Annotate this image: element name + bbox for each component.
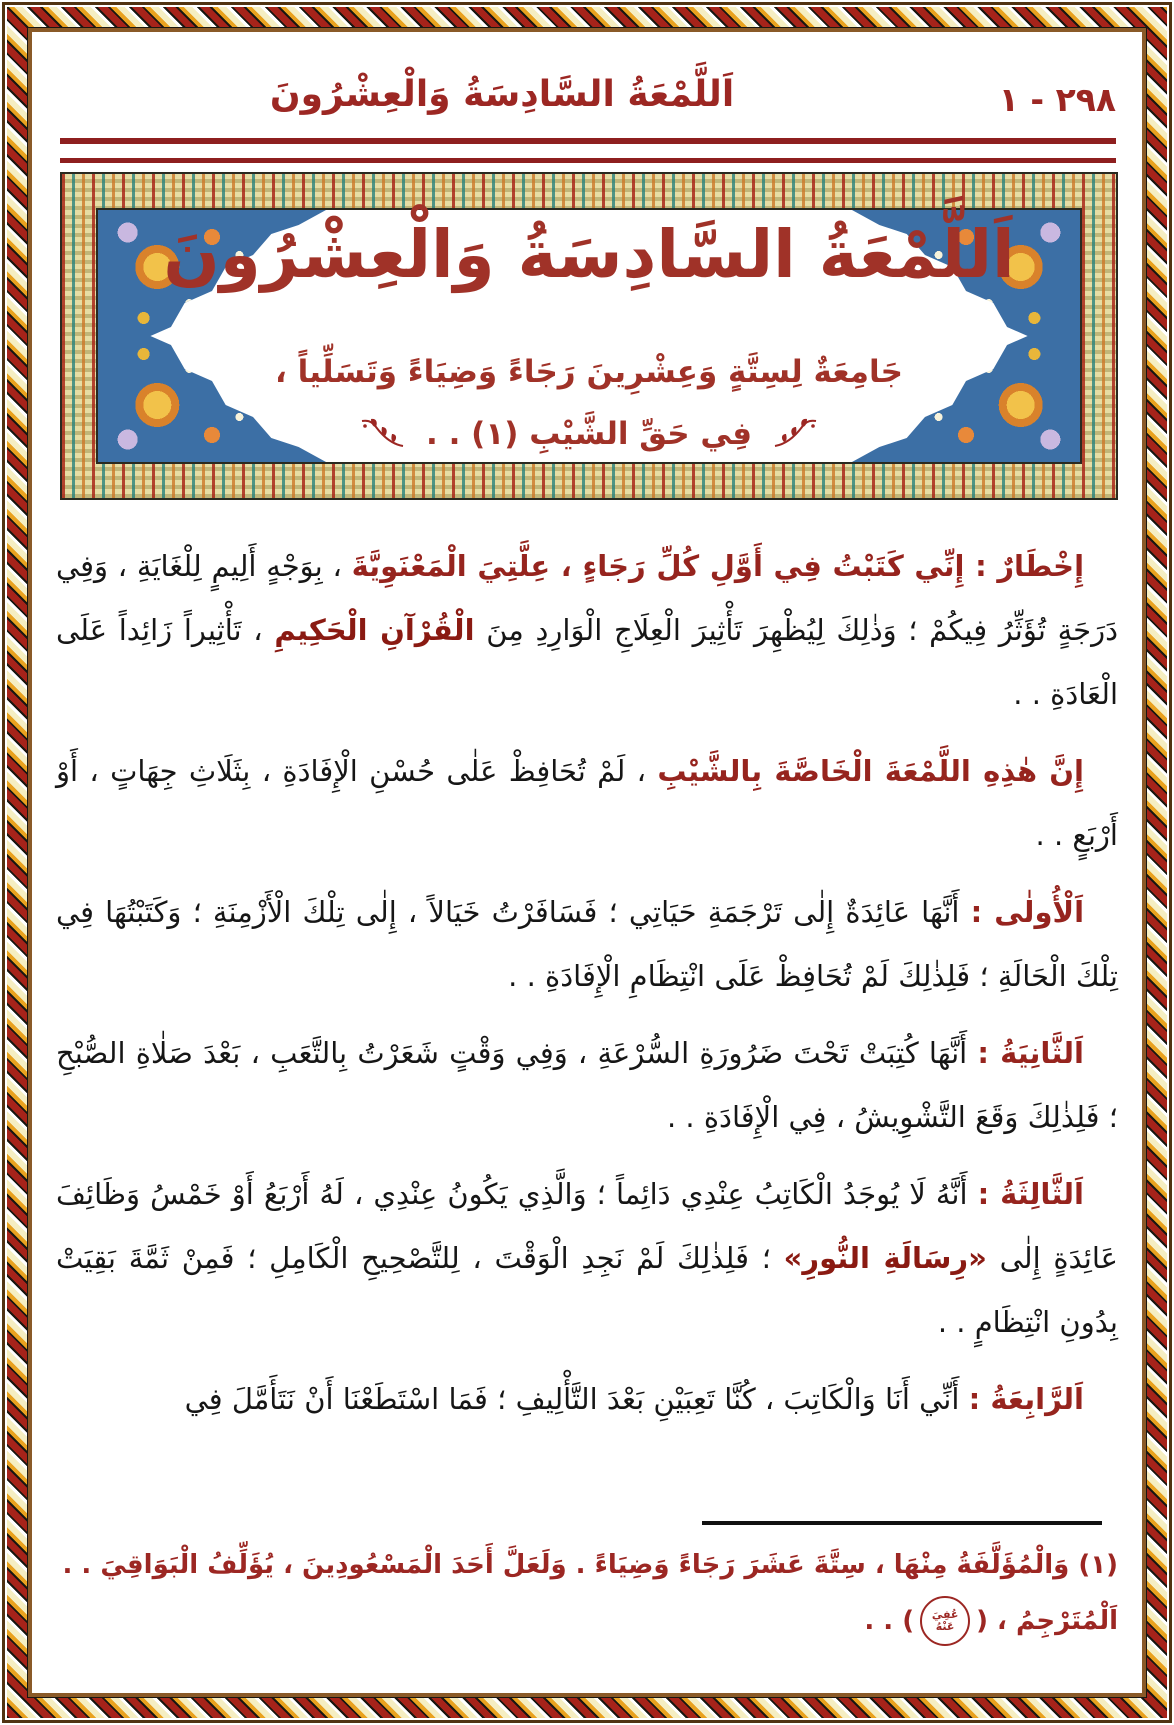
paragraph-text: أَنَّهَا كُتِبَتْ تَحْتَ ضَرُورَةِ السُّرْعَةِ ، وَفِي وَقْتٍ شَعَرْتُ بِالتَّعَبِ ، بَعْدَ صَلٰاةِ الصُّبْحِ ؛ فَلِذٰلِكَ وَقَعَ التَّشْوِيشُ ، فِي الْإِفَادَةِ . .: [56, 1036, 1118, 1134]
body-paragraph: [56, 1367, 1118, 1431]
paragraph-text: أَنِّي أَنَا وَالْكَاتِبَ ، كُنَّا تَعِبَيْنِ بَعْدَ التَّأْلِيفِ ؛ فَمَا اسْتَطَعْنَا أَنْ نَتَأَمَّلَ فِي: [184, 1382, 969, 1416]
chapter-title: اَللَّمْعَةُ السَّادِسَةُ وَالْعِشْرُونَ: [163, 216, 1015, 293]
paragraph-lead: إِخْطَارٌ : إِنِّي كَتَبْتُ فِي أَوَّلِ كُلِّ رَجَاءٍ ، عِلَّتِيَ الْمَعْنَوِيَّةَ: [351, 549, 1085, 583]
body-text: [56, 534, 1118, 1505]
body-paragraph: [56, 880, 1118, 1008]
footnote-translator: اَلْمُتَرْجِمُ ، (: [976, 1606, 1118, 1636]
body-paragraph: [56, 534, 1118, 726]
floral-sprig-icon: [772, 418, 818, 450]
illuminated-title-frame: [60, 172, 1118, 500]
paragraph-text: ، لَمْ تُحَافِظْ عَلٰى حُسْنِ الْإِفَادَةِ ، بِثَلَاثِ جِهَاتٍ ، أَوْ أَرْبَعٍ . .: [56, 754, 1118, 852]
chapter-dedication-row: [60, 416, 1118, 452]
paragraph-text: ، تَأْثِيراً زَائِداً عَلَى الْعَادَةِ . .: [56, 613, 1118, 711]
footnote-line: [56, 1596, 1118, 1646]
seal-text: عَنْهُ: [935, 1620, 955, 1633]
translator-seal-icon: [920, 1596, 970, 1646]
paragraph-lead: اَلْأُولٰى :: [970, 895, 1085, 929]
footnote-line: (١) وَالْمُؤَلَّفَةُ مِنْهَا ، سِتَّةَ عَشَرَ رَجَاءً وَضِيَاءً . وَلَعَلَّ أَحَدَ الْمَسْعُودِينَ ، يُؤَلِّفُ الْبَوَاقِيَ . .: [62, 1550, 1118, 1580]
chapter-dedication: فِي حَقِّ الشَّيْبِ (١) . .: [426, 416, 753, 452]
paragraph-text: أَنَّهُ لَا يُوجَدُ الْكَاتِبُ عِنْدِي دَائِماً ؛ وَالَّذِي يَكُونُ عِنْدِي ، لَهُ أَرْبَعُ أَوْ خَمْسُ وَظَائِفَ عَائِدَةٍ إِلٰى: [56, 1177, 1118, 1275]
body-paragraph: [56, 739, 1118, 867]
paragraph-lead: اَلرَّابِعَةُ :: [968, 1382, 1084, 1416]
footnote: [56, 1542, 1118, 1646]
body-paragraph: [56, 1021, 1118, 1149]
paragraph-text: أَنَّهَا عَائِدَةٌ إِلٰى تَرْجَمَةِ حَيَاتِي ؛ فَسَافَرْتُ خَيَالاً ، إِلٰى تِلْكَ الْأَزْمِنَةِ ؛ وَكَتَبْتُهَا فِي تِلْكَ الْحَالَةِ ؛ فَلِذٰلِكَ لَمْ تُحَافِظْ عَلَى انْتِظَامِ الْإِفَادَةِ . .: [56, 895, 1118, 993]
paragraph-lead: اَلثَّالِثَةُ :: [977, 1177, 1084, 1211]
paragraph-text: ؛ فَلِذٰلِكَ لَمْ نَجِدِ الْوَقْتَ ، لِلتَّصْحِيحِ الْكَامِلِ ؛ فَمِنْ ثَمَّةَ بَقِيَتْ بِدُونِ انْتِظَامٍ . .: [56, 1241, 1118, 1339]
highlighted-phrase: «رِسَالَةِ النُّورِ»: [783, 1241, 987, 1275]
page-number: ٢٩٨ - ١: [998, 80, 1116, 119]
header-double-rule: [60, 138, 1116, 163]
highlighted-phrase: الْقُرْآنِ الْحَكِيمِ: [274, 613, 475, 647]
paragraph-text: ، بِوَجْهٍ أَلِيمٍ لِلْغَايَةِ ، وَفِي دَرَجَةٍ تُؤَثِّرُ فِيكُمْ ؛ وَذٰلِكَ لِيُظْهِرَ تَأْثِيرَ الْعِلَاجِ الْوَارِدِ مِنَ: [56, 549, 1118, 647]
paragraph-lead: إِنَّ هٰذِهِ اللَّمْعَةَ الْخَاصَّةَ بِالشَّيْبِ: [657, 754, 1084, 788]
footnote-separator: [702, 1521, 1102, 1525]
floral-sprig-icon: [360, 418, 406, 450]
body-paragraph: [56, 1162, 1118, 1354]
footnote-suffix: ) . .: [864, 1606, 915, 1636]
paragraph-lead: اَلثَّانِيَةُ :: [977, 1036, 1084, 1070]
chapter-subtitle: جَامِعَةٌ لِسِتَّةٍ وَعِشْرِينَ رَجَاءً وَضِيَاءً وَتَسَلِّياً ،: [275, 354, 903, 390]
running-header-title: اَللَّمْعَةُ السَّادِسَةُ وَالْعِشْرُونَ: [269, 74, 735, 115]
seal-text: عُفِيَ: [931, 1608, 959, 1621]
